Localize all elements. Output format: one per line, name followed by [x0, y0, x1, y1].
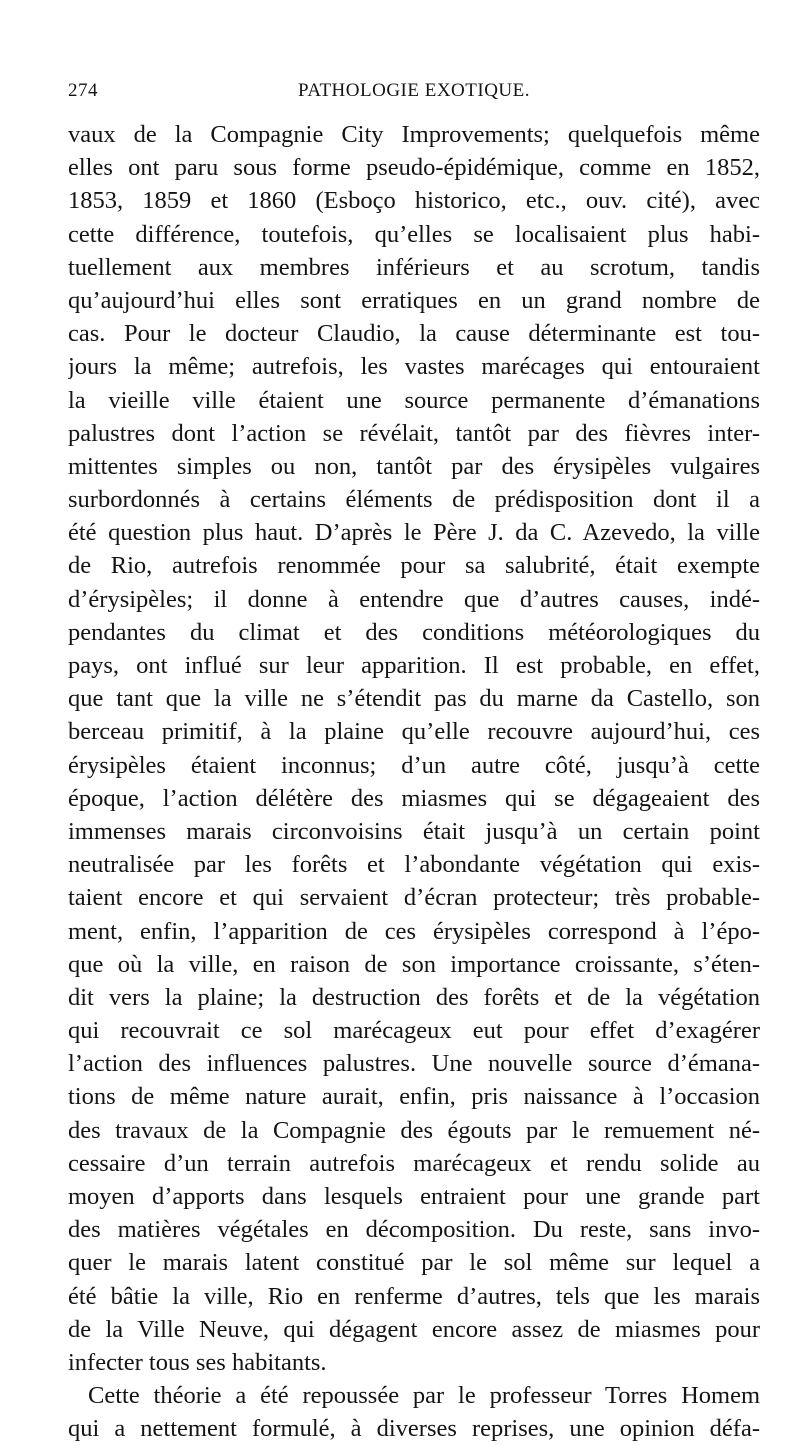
text-line: dit vers la plaine; la destruction des forêts et de la végétation — [68, 983, 760, 1011]
text-line-paragraph-end: infecter tous ses habitants. — [68, 1348, 327, 1376]
text-line: mittentes simples ou non, tantôt par des érysipèles vulgaires — [68, 452, 760, 480]
text-line: l’action des influences palustres. Une nouvelle source d’émana- — [68, 1050, 760, 1078]
text-line: des travaux de la Compagnie des égouts par le remuement né- — [68, 1116, 760, 1144]
text-line: immenses marais circonvoisins était jusqu’à un certain point — [68, 817, 760, 845]
text-line: qui recouvrait ce sol marécageux eut pour effet d’exagérer — [68, 1017, 760, 1045]
text-line: tions de même nature aurait, enfin, pris naissance à l’occasion — [68, 1083, 760, 1111]
text-line: été bâtie la ville, Rio en renferme d’autres, tels que les marais — [68, 1282, 760, 1310]
text-line: de Rio, autrefois renommée pour sa salubrité, était exempte — [68, 552, 760, 580]
text-line: jours la même; autrefois, les vastes marécages qui entouraient — [68, 353, 760, 381]
text-line: des matières végétales en décomposition. Du reste, sans invo- — [68, 1216, 760, 1244]
text-line: été question plus haut. D’après le Père J. da C. Azevedo, la ville — [68, 519, 760, 547]
text-line: cette différence, toutefois, qu’elles se localisaient plus habi- — [68, 220, 760, 248]
text-line: palustres dont l’action se révélait, tantôt par des fièvres inter- — [68, 419, 760, 447]
text-line: érysipèles étaient inconnus; d’un autre côté, jusqu’à cette — [68, 751, 760, 779]
page-number: 274 — [68, 80, 98, 101]
text-line: que où la ville, en raison de son importance croissante, s’éten- — [68, 950, 760, 978]
text-line: de la Ville Neuve, qui dégagent encore assez de miasmes pour — [68, 1315, 760, 1343]
text-line: la vieille ville étaient une source permanente d’émanations — [68, 386, 760, 414]
text-line-paragraph-start: Cette théorie a été repoussée par le professeur Torres Homem — [88, 1382, 760, 1410]
text-line: vaux de la Compagnie City Improvements; quelquefois même — [68, 121, 760, 148]
body-text — [68, 118, 760, 1446]
text-line: tuellement aux membres inférieurs et au scrotum, tandis — [68, 253, 760, 281]
text-line: pays, ont influé sur leur apparition. Il est probable, en effet, — [68, 652, 760, 679]
text-line: cessaire d’un terrain autrefois marécageux et rendu solide au — [68, 1149, 760, 1177]
text-line: taient encore et qui servaient d’écran protecteur; très probable- — [68, 884, 760, 912]
text-line: moyen d’apports dans lesquels entraient pour une grande part — [68, 1183, 760, 1210]
page-header — [68, 80, 760, 110]
text-line: époque, l’action délétère des miasmes qui se dégageaient des — [68, 784, 760, 812]
text-line: qui a nettement formulé, à diverses reprises, une opinion défa- — [68, 1415, 760, 1443]
running-title: PATHOLOGIE EXOTIQUE. — [298, 80, 530, 101]
text-line: cas. Pour le docteur Claudio, la cause déterminante est tou- — [68, 320, 760, 348]
text-line: ment, enfin, l’apparition de ces érysipèles correspond à l’épo- — [68, 917, 760, 945]
text-line: d’érysipèles; il donne à entendre que d’autres causes, indé- — [68, 585, 760, 613]
text-line: neutralisée par les forêts et l’abondante végétation qui exis- — [68, 851, 760, 879]
text-line: pendantes du climat et des conditions météorologiques du — [68, 618, 760, 646]
text-line: elles ont paru sous forme pseudo-épidémique, comme en 1852, — [68, 154, 760, 182]
text-line: qu’aujourd’hui elles sont erratiques en un grand nombre de — [68, 286, 760, 314]
text-line: berceau primitif, à la plaine qu’elle recouvre aujourd’hui, ces — [68, 718, 760, 746]
text-line: surbordonnés à certains éléments de prédisposition dont il a — [68, 486, 760, 514]
text-line: que tant que la ville ne s’étendit pas du marne da Castello, son — [68, 685, 760, 713]
text-line: 1853, 1859 et 1860 (Esboço historico, etc., ouv. cité), avec — [68, 187, 760, 215]
text-line: quer le marais latent constitué par le sol même sur lequel a — [68, 1249, 760, 1277]
